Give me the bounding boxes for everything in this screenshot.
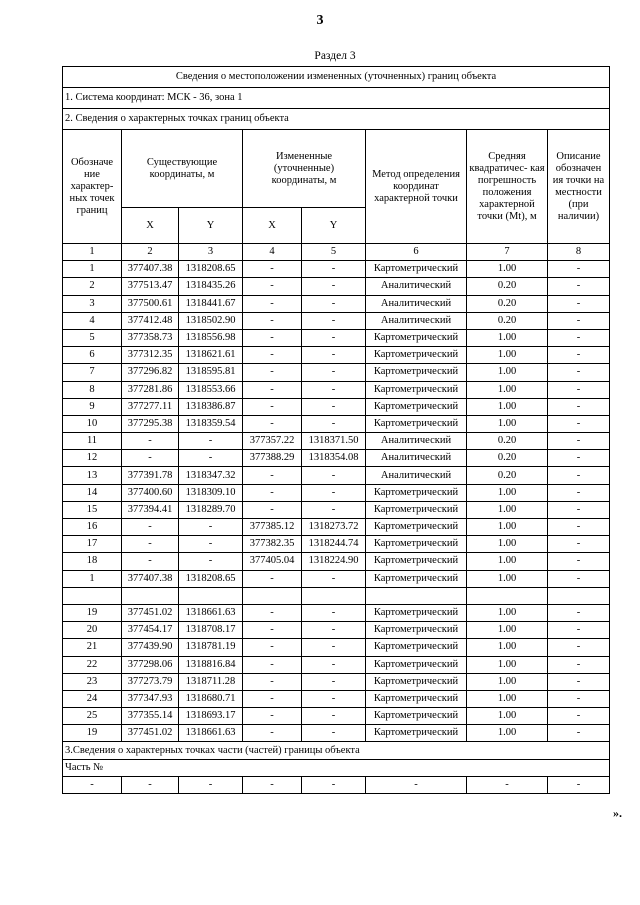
table-cell: - [179,776,243,793]
table-cell: - [548,415,610,432]
table-cell: - [548,656,610,673]
table-row [63,312,610,329]
table-cell: - [548,364,610,381]
table-row [63,536,610,553]
table-cell: - [243,295,302,312]
table-cell: Аналитический [366,450,467,467]
table-cell: Картометрический [366,639,467,656]
table-cell: - [548,570,610,587]
table-cell [179,587,243,604]
boundary-points-table [62,66,610,794]
table-cell: - [548,622,610,639]
table-cell: 377454.17 [122,622,179,639]
table-cell: - [548,467,610,484]
table-cell: 1318435.26 [179,278,243,295]
table-cell: Картометрический [366,725,467,742]
table-cell: 377355.14 [122,708,179,725]
table-cell: - [243,261,302,278]
table-row [63,501,610,518]
table-cell: - [302,725,366,742]
table-cell: 1.00 [467,484,548,501]
table-cell: 377382.35 [243,536,302,553]
table-row [63,708,610,725]
table-cell: - [302,381,366,398]
parts-section-header: 3.Сведения о характерных точках части (частей) границы объекта [63,742,610,759]
header-y-existing: Y [179,208,243,244]
table-cell: 1 [63,261,122,278]
table-cell: - [548,604,610,621]
table-cell: Картометрический [366,364,467,381]
closing-mark: ». [613,806,622,820]
table-cell: Картометрический [366,329,467,346]
table-cell: 1318556.98 [179,329,243,346]
table-cell: - [243,622,302,639]
table-cell: 24 [63,690,122,707]
table-cell: - [302,673,366,690]
table-cell [302,587,366,604]
table-cell: - [179,553,243,570]
table-cell: - [243,501,302,518]
table-cell: Картометрический [366,415,467,432]
table-cell [243,587,302,604]
header-x-existing: X [122,208,179,244]
table-cell: - [302,708,366,725]
table-cell: - [302,622,366,639]
table-cell: 1318208.65 [179,261,243,278]
table-cell: - [548,501,610,518]
table-cell: 1318386.87 [179,398,243,415]
table-cell: 0.20 [467,467,548,484]
table-cell: - [548,381,610,398]
table-cell: 377357.22 [243,433,302,450]
table-cell: 1.00 [467,364,548,381]
table-cell: 1318621.61 [179,347,243,364]
table-row [63,398,610,415]
table-cell: 1318693.17 [179,708,243,725]
table-cell: 377296.82 [122,364,179,381]
table-cell: - [243,776,302,793]
table-cell: 377405.04 [243,553,302,570]
table-cell [366,587,467,604]
table-cell: Картометрический [366,708,467,725]
table-cell: - [548,261,610,278]
points-section-header: 2. Сведения о характерных точках границ объекта [63,109,610,130]
table-cell: 21 [63,639,122,656]
table-cell [122,587,179,604]
table-cell: - [302,295,366,312]
table-cell: - [122,776,179,793]
table-cell: 377312.35 [122,347,179,364]
table-cell: 0.20 [467,450,548,467]
table-cell: 1318661.63 [179,725,243,742]
table-cell: 8 [63,381,122,398]
header-x-changed: X [243,208,302,244]
table-cell: 1318502.90 [179,312,243,329]
table-cell: 1.00 [467,398,548,415]
table-row [63,639,610,656]
table-cell: 19 [63,725,122,742]
table-cell: - [548,725,610,742]
table-cell: 377412.48 [122,312,179,329]
table-cell: - [243,604,302,621]
table-cell: 14 [63,484,122,501]
table-cell: 1318708.17 [179,622,243,639]
table-cell: 20 [63,622,122,639]
table-cell: 377298.06 [122,656,179,673]
table-row [63,381,610,398]
table-cell: 11 [63,433,122,450]
table-cell: - [302,484,366,501]
table-cell: - [548,329,610,346]
table-cell: 377277.11 [122,398,179,415]
table-cell: 1318816.84 [179,656,243,673]
table-cell: - [302,501,366,518]
table-cell: - [243,673,302,690]
table-cell: 377385.12 [243,519,302,536]
table-cell: 22 [63,656,122,673]
table-row [63,415,610,432]
table-cell: 1 [63,570,122,587]
table-cell: - [302,570,366,587]
table-row [63,673,610,690]
table-cell: Картометрический [366,553,467,570]
table-cell: 377273.79 [122,673,179,690]
table-cell: 6 [63,347,122,364]
table-cell: Картометрический [366,656,467,673]
table-cell: - [243,312,302,329]
header-designation: Обозначе ние характер- ных точек границ [63,130,122,244]
table-cell: Картометрический [366,381,467,398]
table-cell: - [122,433,179,450]
table-cell: Аналитический [366,467,467,484]
table-cell: - [243,398,302,415]
table-cell: Аналитический [366,433,467,450]
table-cell: - [243,725,302,742]
table-cell: 1.00 [467,329,548,346]
table-cell: Картометрический [366,484,467,501]
table-cell: - [302,690,366,707]
table-cell [548,587,610,604]
table-row [63,519,610,536]
coord-system-row: 1. Система координат: МСК - 36, зона 1 [63,88,610,109]
part-number-row: Часть № [63,759,610,776]
table-cell: 1.00 [467,519,548,536]
table-cell: Картометрический [366,519,467,536]
table-row [63,450,610,467]
table-cell: 1.00 [467,570,548,587]
table-cell: - [548,639,610,656]
table-row [63,295,610,312]
table-cell: 2 [63,278,122,295]
table-cell: 1318595.81 [179,364,243,381]
table-cell: - [243,347,302,364]
table-cell: 15 [63,501,122,518]
table-cell: Картометрический [366,501,467,518]
table-row [63,570,610,587]
table-cell: - [243,467,302,484]
table-cell: - [366,776,467,793]
table-cell: - [548,708,610,725]
table-cell: 1318441.67 [179,295,243,312]
parts-data-row [63,776,610,793]
table-cell: 5 [63,329,122,346]
table-cell: 377451.02 [122,604,179,621]
table-cell: - [179,450,243,467]
table-cell: 1318208.65 [179,570,243,587]
table-cell: 1318244.74 [302,536,366,553]
table-cell: Картометрический [366,604,467,621]
table-cell: - [302,639,366,656]
table-cell: 1.00 [467,725,548,742]
table-cell: - [548,347,610,364]
table-cell: - [302,776,366,793]
table-cell: 377500.61 [122,295,179,312]
table-cell: Картометрический [366,536,467,553]
table-row [63,553,610,570]
table-cell: - [243,381,302,398]
table-cell: 1.00 [467,553,548,570]
table-row [63,467,610,484]
table-cell: - [243,570,302,587]
table-cell: 0.20 [467,278,548,295]
table-row [63,690,610,707]
table-cell: - [548,673,610,690]
table-cell: - [302,604,366,621]
table-cell: 1318289.70 [179,501,243,518]
table-cell: Аналитический [366,295,467,312]
table-cell: 1.00 [467,261,548,278]
table-cell: 25 [63,708,122,725]
table-cell: - [548,690,610,707]
table-row [63,278,610,295]
header-description: Описание обозначен ия точки на местности (при наличии) [548,130,610,244]
table-cell: 377388.29 [243,450,302,467]
table-cell: 1318347.32 [179,467,243,484]
header-y-changed: Y [302,208,366,244]
table-cell: 23 [63,673,122,690]
table-title: Сведения о местоположении измененных (уточненных) границ объекта [63,67,610,88]
table-cell: 377347.93 [122,690,179,707]
table-cell: - [122,519,179,536]
table-cell: - [122,450,179,467]
table-cell: - [548,553,610,570]
table-cell: - [243,415,302,432]
table-cell: - [548,519,610,536]
table-cell: 12 [63,450,122,467]
table-cell: 1.00 [467,604,548,621]
table-cell: - [302,398,366,415]
table-row [63,261,610,278]
table-cell: 18 [63,553,122,570]
col-number: 6 [366,244,467,261]
col-number: 7 [467,244,548,261]
table-row [63,364,610,381]
table-cell: - [467,776,548,793]
table-cell: - [548,433,610,450]
table-row [63,484,610,501]
table-cell: 0.20 [467,433,548,450]
table-cell: Картометрический [366,261,467,278]
table-cell: 1.00 [467,622,548,639]
table-cell: 0.20 [467,295,548,312]
table-cell: 377407.38 [122,261,179,278]
col-number: 8 [548,244,610,261]
table-cell: - [243,690,302,707]
table-row [63,329,610,346]
table-cell: - [122,536,179,553]
table-cell: 377400.60 [122,484,179,501]
table-row [63,587,610,604]
table-cell: 13 [63,467,122,484]
table-cell: - [302,261,366,278]
table-cell: - [243,364,302,381]
table-cell: - [302,656,366,673]
table-cell: 7 [63,364,122,381]
table-cell: - [243,484,302,501]
table-cell: 377407.38 [122,570,179,587]
table-cell: Картометрический [366,347,467,364]
table-cell: - [548,536,610,553]
table-cell: 377295.38 [122,415,179,432]
table-cell: 377281.86 [122,381,179,398]
column-number-row [63,244,610,261]
table-cell: Аналитический [366,312,467,329]
table-cell: - [548,278,610,295]
table-cell: 19 [63,604,122,621]
table-cell: 1.00 [467,347,548,364]
table-cell: 0.20 [467,312,548,329]
table-cell: - [179,536,243,553]
table-cell: 1.00 [467,673,548,690]
header-changed-coords: Измененные (уточненные) координаты, м [243,130,366,208]
table-cell: Картометрический [366,622,467,639]
header-method: Метод определения координат характерной точки [366,130,467,244]
table-cell: 1318661.63 [179,604,243,621]
header-accuracy: Средняя квадратичес- кая погрешность положения характерной точки (Mt), м [467,130,548,244]
table-row [63,622,610,639]
table-cell: Аналитический [366,278,467,295]
table-cell: Картометрический [366,570,467,587]
table-cell: - [302,347,366,364]
col-number: 5 [302,244,366,261]
table-cell: 1.00 [467,415,548,432]
col-number: 3 [179,244,243,261]
table-cell: 10 [63,415,122,432]
table-cell: 16 [63,519,122,536]
table-cell: 377439.90 [122,639,179,656]
table-cell: - [548,398,610,415]
col-number: 4 [243,244,302,261]
table-cell: - [302,278,366,295]
table-cell: 1.00 [467,656,548,673]
table-cell: 1.00 [467,501,548,518]
table-cell: 377391.78 [122,467,179,484]
header-existing-coords: Существующие координаты, м [122,130,243,208]
table-cell: 3 [63,295,122,312]
table-cell: 1.00 [467,381,548,398]
table-cell: 17 [63,536,122,553]
table-cell: - [548,776,610,793]
table-cell: - [302,467,366,484]
page-number: 3 [316,13,324,28]
table-cell [63,587,122,604]
table-cell: 377451.02 [122,725,179,742]
table-cell: 1318273.72 [302,519,366,536]
table-cell: - [548,484,610,501]
table-row [63,656,610,673]
table-cell: 1318553.66 [179,381,243,398]
table-cell: 1318359.54 [179,415,243,432]
table-cell: - [122,553,179,570]
table-row [63,604,610,621]
table-cell: 1.00 [467,639,548,656]
table-cell: 1.00 [467,536,548,553]
table-cell: 1.00 [467,708,548,725]
table-cell: - [63,776,122,793]
table-cell: - [243,639,302,656]
section-label: Раздел 3 [314,50,356,62]
table-cell: - [302,364,366,381]
table-cell: Картометрический [366,673,467,690]
table-cell: 1318711.28 [179,673,243,690]
table-cell: - [548,450,610,467]
table-cell: - [548,295,610,312]
table-cell: 1.00 [467,690,548,707]
table-cell [467,587,548,604]
table-row [63,725,610,742]
table-cell: - [548,312,610,329]
table-cell: 1318354.08 [302,450,366,467]
table-cell: - [243,278,302,295]
table-cell: - [302,312,366,329]
table-cell: Картометрический [366,398,467,415]
table-cell: - [179,433,243,450]
col-number: 1 [63,244,122,261]
table-cell: 1318371.50 [302,433,366,450]
table-cell: - [302,329,366,346]
table-cell: 1318309.10 [179,484,243,501]
table-cell: 1318680.71 [179,690,243,707]
table-cell: 377513.47 [122,278,179,295]
table-cell: 9 [63,398,122,415]
table-cell: - [302,415,366,432]
table-cell: - [179,519,243,536]
table-cell: 377358.73 [122,329,179,346]
table-cell: 1318224.90 [302,553,366,570]
table-cell: - [243,656,302,673]
table-cell: 377394.41 [122,501,179,518]
table-cell: 4 [63,312,122,329]
table-cell: 1318781.19 [179,639,243,656]
table-row [63,347,610,364]
table-cell: - [243,708,302,725]
table-row [63,433,610,450]
table-cell: Картометрический [366,690,467,707]
col-number: 2 [122,244,179,261]
table-cell: - [243,329,302,346]
